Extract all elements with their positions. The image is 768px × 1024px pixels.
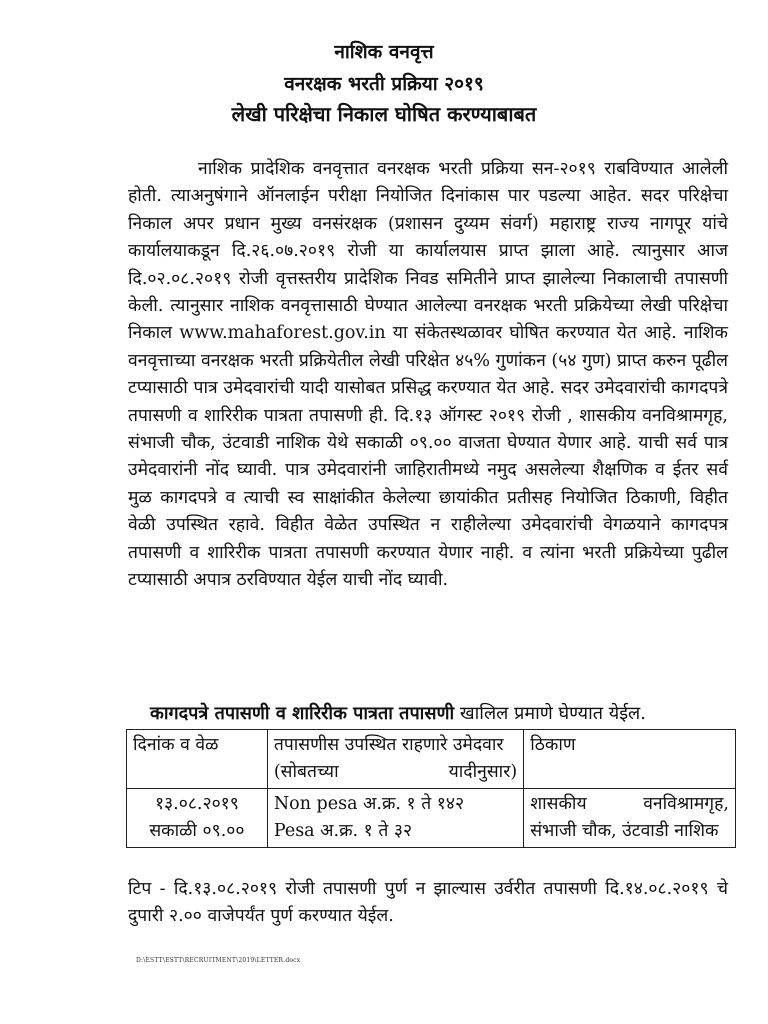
- cell-date-time: [127, 789, 268, 848]
- table-row: [127, 789, 736, 848]
- body-paragraph: नाशिक प्रादेशिक वनवृत्तात वनरक्षक भरती प्रक्रिया सन-२०१९ राबविण्यात आलेली होती. त्याअनुषंगाने ऑनलाईन परीक्षा नियोजित दिनांकास पार पडल्या आहेत. सदर परिक्षेचा निकाल अपर प्रधान मुख्य वनसंरक्षक (प्रशासन दुय्यम संवर्ग) महाराष्ट्र राज्य नागपूर यांचे कार्यालयाकडून दि.२६.०७.२०१९ रोजी या कार्यालयास प्राप्त झाला आहे. त्यानुसार आज दि.०२.०८.२०१९ रोजी वृत्तस्तरीय प्रादेशिक निवड समितीने प्राप्त झालेल्या निकालाची तपासणी केली. त्यानुसार नाशिक वनवृत्तासाठी घेण्यात आलेल्या वनरक्षक भरती प्रक्रियेच्या लेखी परिक्षेचा निकाल www.mahaforest.gov.in या संकेतस्थळावर घोषित करण्यात येत आहे. नाशिक वनवृत्ताच्या वनरक्षक भरती प्रक्रियेतील लेखी परिक्षेत ४५% गुणांकन (५४ गुण) प्राप्त करुन पूढील टप्यासाठी पात्र उमेदवारांची यादी यासोबत प्रसिद्ध करण्यात येत आहे. सदर उमेदवारांची कागदपत्रे तपासणी व शारिरीक पात्रता तपासणी ही. दि.१३ ऑगस्ट २०१९ रोजी , शासकीय वनविश्रामगृह, संभाजी चौक, उंटवाडी नाशिक येथे सकाळी ०९.०० वाजता घेण्यात येणार आहे. याची सर्व पात्र उमेदवारांनी नोंद घ्यावी. पात्र उमेदवारांनी जाहिरातीमध्ये नमुद असलेल्या शैक्षणिक व ईतर सर्व मुळ कागदपत्रे व त्याची स्व साक्षांकीत केलेल्या छायांकीत प्रतीसह नियोजित ठिकाणी, विहीत वेळी उपस्थित रहावे. विहीत वेळेत उपस्थित न राहीलेल्या उमेदवारांची वेगळयाने कागदपत्र तपासणी व शारिरीक पात्रता तपासणी करण्यात येणार नाही. व त्यांना भरती प्रक्रियेच्या पुढील टप्यासाठी अपात्र ठरविण्यात येईल याची नोंद घ्यावी.: [128, 159, 728, 591]
- office-title: नाशिक वनवृत्त: [334, 41, 434, 63]
- cell-venue: शासकीय वनविश्रामगृह, संभाजी चौक, उंटवाडी नाशिक: [524, 789, 736, 848]
- cell-date: १३.०८.२०१९: [154, 794, 239, 814]
- note-text: टिप - दि.१३.०८.२०१९ रोजी तपासणी पुर्ण न झाल्यास उर्वरीत तपासणी दि.१४.०८.२०१९ चे दुपारी २.०० वाजेपर्यंत पुर्ण करण्यात येईल.: [128, 879, 728, 926]
- file-path-footer: D:\ESTT\ESTT\RECRUITMENT\2019\LETTER.docx: [136, 957, 301, 964]
- header-date-time: दिनांक व वेळ: [127, 730, 268, 789]
- header-candidates: तपासणीस उपस्थित राहणारे उमेदवार (सोबतच्या यादीनुसार): [267, 730, 523, 789]
- table-caption-bold: कागदपत्रे तपासणी व शारिरीक पात्रता तपासणी: [150, 703, 455, 724]
- recruitment-title: वनरक्षक भरती प्रक्रिया २०१९: [284, 73, 484, 95]
- schedule-table: [126, 729, 736, 848]
- candidate-group-pesa: Pesa अ.क्र. १ ते ३२: [273, 821, 413, 841]
- table-caption-rest: खालिल प्रमाणे घेण्यात येईल.: [454, 703, 646, 724]
- header-venue: ठिकाण: [524, 730, 736, 789]
- table-header-row: [127, 730, 736, 789]
- cell-candidates: [267, 789, 523, 848]
- table-caption: [150, 700, 750, 727]
- cell-time: सकाळी ०९.००: [149, 821, 245, 841]
- candidate-group-non-pesa: Non pesa अ.क्र. १ ते १४२: [273, 794, 465, 814]
- subject-title: लेखी परिक्षेचा निकाल घोषित करण्याबाबत: [231, 102, 537, 126]
